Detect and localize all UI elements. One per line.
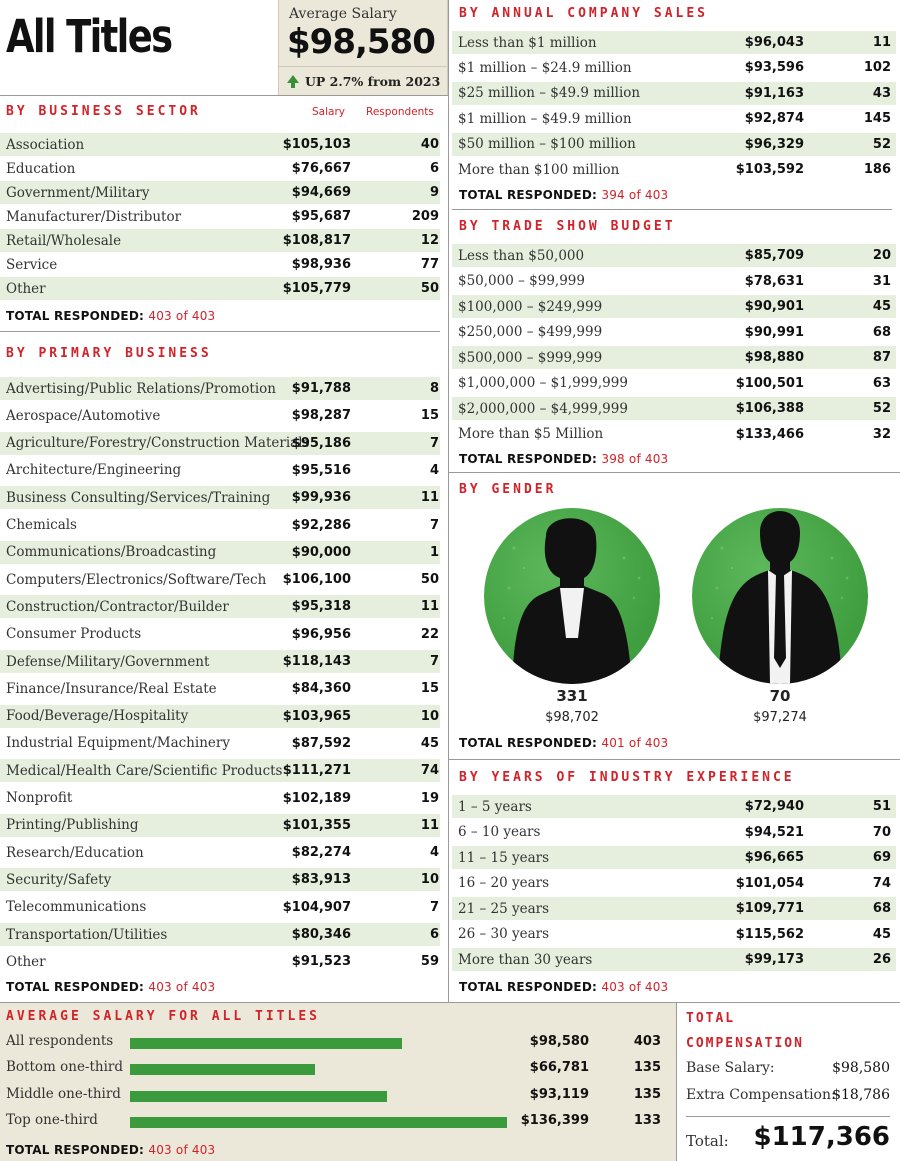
row-salary: $98,936 — [291, 257, 351, 272]
row-salary: $95,516 — [291, 462, 351, 478]
table-row — [0, 923, 440, 946]
row-label: Food/Beverage/Hospitality — [6, 708, 189, 725]
row-salary: $72,940 — [744, 799, 804, 814]
total-comp-label: Total: — [686, 1132, 729, 1150]
table-row — [0, 841, 440, 864]
row-salary: $76,667 — [291, 161, 351, 176]
row-count: 31 — [872, 273, 891, 289]
row-salary: $95,318 — [291, 599, 351, 615]
row-label: Service — [6, 256, 58, 273]
row-count: 50 — [420, 281, 439, 296]
row-count: 15 — [420, 408, 439, 424]
table-row — [0, 541, 440, 564]
row-salary: $90,991 — [744, 324, 804, 340]
row-count: 32 — [872, 426, 891, 442]
row-salary: $101,355 — [282, 817, 351, 833]
base-salary-row — [686, 1060, 890, 1076]
table-row — [0, 623, 440, 646]
table-row — [0, 677, 440, 700]
column-divider — [448, 0, 449, 1003]
row-label: $100,000 – $249,999 — [458, 298, 603, 315]
row-count: 102 — [863, 60, 891, 76]
table-row — [0, 432, 440, 455]
row-count: 22 — [420, 626, 439, 642]
table-row — [0, 950, 440, 973]
gender-total: TOTAL RESPONDED: 401 of 403 — [459, 736, 669, 750]
table-row — [0, 595, 440, 618]
extra-comp-row — [686, 1087, 890, 1103]
bar-label: Top one-third — [6, 1111, 98, 1128]
row-salary: $108,817 — [282, 233, 351, 248]
row-count: 7 — [429, 435, 439, 451]
table-row — [0, 377, 440, 400]
row-salary: $96,329 — [744, 136, 804, 152]
row-count: 15 — [420, 681, 439, 697]
table-row — [452, 423, 896, 446]
section-heading-primary-business: BY PRIMARY BUSINESS — [6, 346, 212, 361]
row-salary: $133,466 — [735, 426, 804, 442]
row-salary: $82,274 — [291, 845, 351, 861]
table-row — [0, 732, 440, 755]
row-label: $1,000,000 – $1,999,999 — [458, 375, 628, 391]
table-row — [0, 277, 440, 300]
row-count: 12 — [420, 233, 439, 248]
row-count: 4 — [429, 845, 439, 861]
row-label: Other — [6, 953, 46, 970]
average-salary-label: Average Salary — [289, 6, 397, 22]
row-count: 7 — [429, 654, 439, 669]
row-salary: $101,054 — [735, 875, 804, 891]
row-count: 7 — [429, 517, 439, 533]
bar-row — [0, 1029, 676, 1055]
table-row — [452, 397, 896, 420]
row-count: 11 — [420, 490, 439, 506]
section-heading-experience: BY YEARS OF INDUSTRY EXPERIENCE — [459, 770, 795, 785]
row-salary: $118,143 — [282, 654, 351, 669]
row-label: Aerospace/Automotive — [6, 407, 161, 424]
row-count: 74 — [872, 875, 891, 891]
row-count: 59 — [420, 954, 439, 970]
company-sales-total: TOTAL RESPONDED: 394 of 403 — [459, 188, 669, 202]
table-row — [0, 459, 440, 482]
row-count: 11 — [872, 35, 891, 50]
row-salary: $96,956 — [291, 626, 351, 642]
row-label: Consumer Products — [6, 626, 142, 643]
row-count: 19 — [420, 790, 439, 806]
section-heading-gender: BY GENDER — [459, 482, 557, 497]
row-label: Printing/Publishing — [6, 817, 139, 834]
row-label: Architecture/Engineering — [6, 462, 182, 479]
table-row — [0, 157, 440, 180]
row-count: 6 — [429, 927, 439, 942]
row-count: 7 — [429, 899, 439, 915]
row-salary: $93,596 — [744, 60, 804, 76]
row-count: 45 — [872, 299, 891, 314]
column-divider — [676, 1003, 677, 1161]
row-label: More than 30 years — [458, 951, 593, 968]
row-count: 6 — [429, 161, 439, 176]
row-salary: $99,173 — [744, 952, 804, 967]
table-row — [452, 82, 896, 105]
female-figure — [484, 508, 660, 684]
table-row — [0, 650, 440, 673]
row-salary: $106,100 — [282, 572, 351, 588]
row-label: Business Consulting/Services/Training — [6, 489, 271, 506]
row-salary: $94,521 — [744, 824, 804, 840]
row-count: 10 — [420, 872, 439, 888]
section-heading-business-sector: BY BUSINESS SECTOR — [6, 104, 201, 119]
table-row — [452, 948, 896, 971]
row-salary: $83,913 — [291, 872, 351, 888]
row-salary: $102,189 — [282, 790, 351, 806]
row-label: Government/Military — [6, 184, 150, 201]
experience-total: TOTAL RESPONDED: 403 of 403 — [459, 980, 669, 994]
bar-label: Bottom one-third — [6, 1059, 124, 1076]
female-count: 331 — [556, 687, 588, 705]
table-row — [452, 321, 896, 344]
row-salary: $92,874 — [744, 111, 804, 127]
section-heading-company-sales: BY ANNUAL COMPANY SALES — [459, 6, 709, 21]
divider — [686, 1116, 890, 1117]
table-row — [452, 133, 896, 156]
base-salary-label: Base Salary: — [686, 1060, 775, 1076]
row-label: More than $100 million — [458, 161, 620, 178]
male-salary: $97,274 — [753, 710, 807, 725]
row-count: 11 — [420, 599, 439, 615]
arrow-up-icon — [287, 75, 299, 83]
row-salary: $103,592 — [735, 162, 804, 177]
column-header-salary: Salary — [312, 106, 345, 118]
row-label: Communications/Broadcasting — [6, 544, 217, 561]
row-count: 50 — [420, 572, 439, 588]
row-count: 69 — [872, 850, 891, 865]
row-label: $1 million – $49.9 million — [458, 110, 632, 127]
row-label: Finance/Insurance/Real Estate — [6, 680, 217, 697]
row-salary: $78,631 — [744, 273, 804, 289]
bar-value: $66,781 — [529, 1060, 589, 1076]
trade-show-budget-total: TOTAL RESPONDED: 398 of 403 — [459, 452, 669, 466]
row-label: 16 – 20 years — [458, 875, 550, 891]
row-count: 68 — [872, 901, 891, 916]
row-salary: $80,346 — [291, 927, 351, 942]
table-row — [452, 56, 896, 79]
row-salary: $111,271 — [282, 763, 351, 779]
row-label: $2,000,000 – $4,999,999 — [458, 400, 628, 417]
row-salary: $85,709 — [744, 248, 804, 263]
bar — [130, 1064, 315, 1075]
average-salary-chart — [0, 1003, 676, 1161]
row-salary: $115,562 — [735, 926, 804, 942]
male-figure — [692, 508, 868, 684]
row-label: 11 – 15 years — [458, 849, 550, 866]
row-count: 74 — [420, 763, 439, 779]
bar-count: 403 — [633, 1034, 661, 1049]
row-salary: $105,103 — [282, 137, 351, 152]
row-count: 51 — [872, 799, 891, 814]
table-row — [0, 568, 440, 591]
row-count: 26 — [872, 952, 891, 967]
row-count: 9 — [429, 185, 439, 200]
divider — [0, 95, 448, 96]
row-label: Industrial Equipment/Machinery — [6, 735, 230, 752]
table-row — [0, 486, 440, 509]
divider — [449, 759, 900, 760]
row-label: 1 – 5 years — [458, 798, 532, 815]
bar — [130, 1117, 507, 1128]
table-row — [452, 270, 896, 293]
average-salary-value: $98,580 — [287, 22, 435, 62]
row-salary: $99,936 — [291, 490, 351, 506]
bar-value: $93,119 — [529, 1086, 589, 1102]
bar-row — [0, 1055, 676, 1081]
table-row — [0, 181, 440, 204]
row-salary: $104,907 — [282, 899, 351, 915]
row-salary: $84,360 — [291, 681, 351, 697]
row-salary: $106,388 — [735, 401, 804, 416]
bar-value: $136,399 — [520, 1112, 589, 1128]
section-heading-trade-show-budget: BY TRADE SHOW BUDGET — [459, 219, 676, 234]
average-change-text: UP 2.7% from 2023 — [305, 73, 441, 89]
female-salary: $98,702 — [545, 710, 599, 725]
row-salary: $109,771 — [735, 901, 804, 916]
row-label: $50,000 – $99,999 — [458, 273, 585, 289]
business-sector-total: TOTAL RESPONDED: 403 of 403 — [6, 309, 216, 323]
table-row — [0, 253, 440, 276]
table-row — [452, 107, 896, 130]
row-count: 209 — [411, 209, 439, 224]
row-label: $50 million – $100 million — [458, 136, 636, 153]
row-label: Construction/Contractor/Builder — [6, 598, 229, 615]
bar — [130, 1038, 402, 1049]
row-label: Less than $50,000 — [458, 247, 585, 264]
row-label: Less than $1 million — [458, 34, 597, 51]
row-label: Defense/Military/Government — [6, 653, 210, 670]
divider — [449, 472, 900, 473]
row-salary: $91,523 — [291, 954, 351, 970]
bar-value: $98,580 — [529, 1034, 589, 1049]
row-salary: $95,687 — [291, 209, 351, 224]
row-count: 52 — [872, 401, 891, 416]
row-salary: $105,779 — [282, 281, 351, 296]
divider — [0, 331, 440, 332]
row-label: $250,000 – $499,999 — [458, 324, 603, 340]
extra-comp-value: $18,786 — [832, 1087, 890, 1103]
row-label: More than $5 Million — [458, 426, 604, 442]
row-salary: $96,665 — [744, 850, 804, 865]
row-label: Agriculture/Forestry/Construction Materials — [6, 435, 310, 452]
table-row — [452, 795, 896, 818]
table-row — [0, 814, 440, 837]
row-salary: $90,000 — [291, 544, 351, 560]
row-count: 45 — [872, 926, 891, 942]
table-row — [0, 133, 440, 156]
table-row — [452, 897, 896, 920]
row-count: 8 — [429, 381, 439, 396]
table-row — [0, 514, 440, 537]
row-salary: $95,186 — [291, 435, 351, 451]
row-count: 68 — [872, 324, 891, 340]
table-row — [452, 821, 896, 844]
row-count: 145 — [863, 111, 891, 127]
row-label: Education — [6, 160, 76, 177]
table-row — [452, 872, 896, 895]
base-salary-value: $98,580 — [832, 1060, 890, 1076]
row-label: Manufacturer/Distributor — [6, 208, 182, 225]
row-label: Telecommunications — [6, 899, 147, 916]
male-count: 70 — [769, 687, 791, 705]
table-row — [0, 205, 440, 228]
row-label: Chemicals — [6, 517, 77, 533]
table-row — [0, 705, 440, 728]
row-label: $25 million – $49.9 million — [458, 85, 641, 102]
table-row — [452, 923, 896, 946]
row-count: 20 — [872, 248, 891, 263]
row-label: Retail/Wholesale — [6, 232, 122, 249]
row-count: 63 — [872, 375, 891, 391]
average-change-row — [279, 66, 447, 95]
table-row — [452, 295, 896, 318]
table-row — [452, 158, 896, 181]
row-label: 21 – 25 years — [458, 900, 550, 917]
row-count: 45 — [420, 735, 439, 751]
row-label: Advertising/Public Relations/Promotion — [6, 380, 276, 397]
table-row — [452, 244, 896, 267]
row-count: 43 — [872, 85, 891, 101]
table-row — [452, 346, 896, 369]
row-label: 6 – 10 years — [458, 824, 541, 840]
page-title: All Titles — [6, 10, 172, 63]
row-salary: $100,501 — [735, 375, 804, 391]
row-count: 40 — [420, 137, 439, 152]
row-label: 26 – 30 years — [458, 926, 550, 942]
row-count: 70 — [872, 824, 891, 840]
row-salary: $87,592 — [291, 735, 351, 751]
table-row — [0, 759, 440, 782]
total-compensation-heading: TOTAL COMPENSATION — [686, 1011, 804, 1051]
table-row — [452, 372, 896, 395]
male-silhouette-icon — [692, 508, 868, 684]
bar-row — [0, 1108, 676, 1134]
table-row — [0, 896, 440, 919]
row-label: Transportation/Utilities — [6, 926, 168, 943]
table-row — [0, 787, 440, 810]
bar-count: 133 — [633, 1112, 661, 1128]
row-salary: $96,043 — [744, 35, 804, 50]
row-label: Research/Education — [6, 844, 144, 861]
bar-label: Middle one-third — [6, 1085, 121, 1102]
row-salary: $90,901 — [744, 299, 804, 314]
row-salary: $91,788 — [291, 381, 351, 396]
row-label: Nonprofit — [6, 790, 73, 806]
table-row — [452, 846, 896, 869]
row-count: 1 — [429, 544, 439, 560]
row-count: 11 — [420, 817, 439, 833]
row-count: 186 — [863, 162, 891, 177]
extra-comp-label: Extra Compensation: — [686, 1087, 836, 1103]
table-row — [0, 229, 440, 252]
row-salary: $94,669 — [291, 185, 351, 200]
row-label: Medical/Health Care/Scientific Products — [6, 762, 283, 779]
row-label: Association — [6, 136, 85, 153]
female-silhouette-icon — [484, 508, 660, 684]
bar-count: 135 — [633, 1060, 661, 1076]
row-salary: $98,880 — [744, 350, 804, 365]
bar-label: All respondents — [6, 1033, 114, 1049]
bar — [130, 1091, 387, 1102]
row-label: $1 million – $24.9 million — [458, 59, 632, 76]
row-label: $500,000 – $999,999 — [458, 349, 603, 366]
table-row — [452, 31, 896, 54]
row-salary: $103,965 — [282, 708, 351, 724]
row-count: 4 — [429, 462, 439, 478]
row-label: Security/Safety — [6, 871, 112, 888]
chart-title: AVERAGE SALARY FOR ALL TITLES — [6, 1009, 320, 1024]
row-salary: $91,163 — [744, 85, 804, 101]
row-count: 87 — [872, 350, 891, 365]
row-count: 77 — [420, 257, 439, 272]
column-header-respondents: Respondents — [366, 106, 434, 118]
row-count: 10 — [420, 708, 439, 724]
average-salary-box — [278, 0, 448, 95]
chart-total: TOTAL RESPONDED: 403 of 403 — [6, 1143, 216, 1157]
divider — [452, 209, 892, 210]
bar-row — [0, 1082, 676, 1108]
row-salary: $92,286 — [291, 517, 351, 533]
bar-count: 135 — [633, 1086, 661, 1102]
row-salary: $98,287 — [291, 408, 351, 424]
table-row — [0, 404, 440, 427]
row-count: 52 — [872, 136, 891, 152]
table-row — [0, 868, 440, 891]
total-comp-value: $117,366 — [753, 1122, 890, 1152]
row-label: Computers/Electronics/Software/Tech — [6, 571, 267, 588]
row-label: Other — [6, 280, 46, 297]
primary-business-total: TOTAL RESPONDED: 403 of 403 — [6, 980, 216, 994]
